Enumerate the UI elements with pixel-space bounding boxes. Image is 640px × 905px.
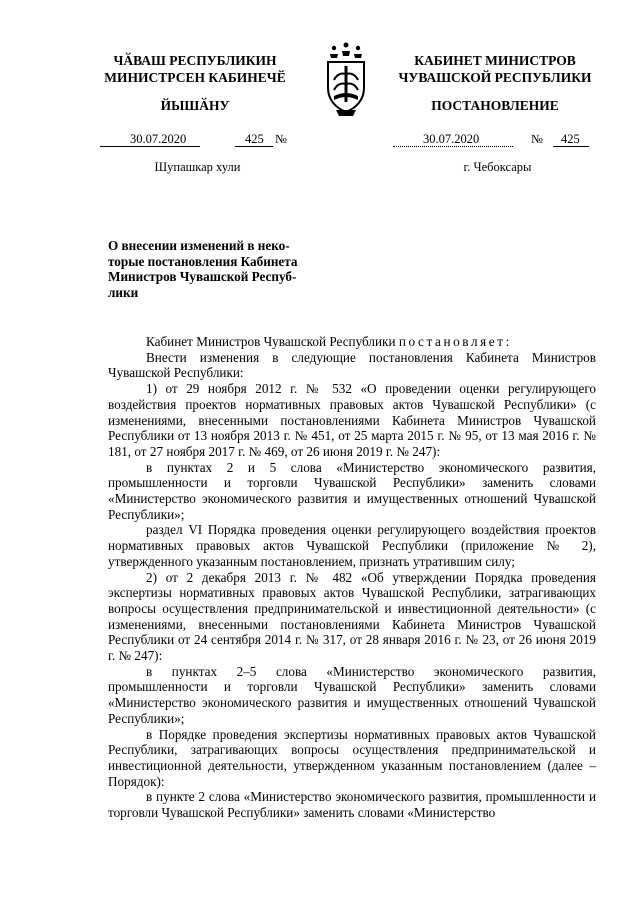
left-doc-type: ЙЫШӐНУ	[160, 98, 230, 113]
subject-line2: торые постановления Кабинета	[108, 253, 298, 269]
intro-prefix: Кабинет Министров Чувашской Республики	[146, 334, 396, 349]
right-registration	[393, 132, 593, 148]
left-org-line1: ЧӐВАШ РЕСПУБЛИКИН	[113, 53, 277, 68]
chuvashia-coat-of-arms-icon	[314, 40, 378, 120]
left-number-sign: №	[275, 132, 287, 146]
body-paragraph: в пунктах 2–5 слова «Министерство экономического развития, промышленности и торговли Чувашской Республики» заменить словами «Министерство экономического развития и имущественных отношений Чувашской Республики»;	[108, 663, 596, 726]
subject-line1: О внесении изменений в неко-	[108, 238, 290, 253]
emblem-graphic	[314, 40, 378, 120]
document-subject	[108, 238, 308, 300]
left-org-name	[90, 52, 300, 86]
right-number: 425	[561, 132, 580, 146]
subject-line4: лики	[108, 284, 139, 300]
left-date: 30.07.2020	[130, 132, 187, 146]
intro-paragraph	[108, 334, 596, 350]
body-paragraph: 1) от 29 ноября 2012 г. № 532 «О проведении оценки регулирующего воздействия проектов нормативных правовых актов Чувашской Республики» (с изменениями, внесенными постановлениями Кабинета Министров Чувашской Республики от 13 ноября 2013 г. № 451, от 25 марта 2015 г. № 95, от 13 мая 2016 г. № 181, от 27 ноября 2017 г. № 469, от 26 июня 2019 г. № 247):	[108, 381, 596, 459]
body-paragraph: Внести изменения в следующие постановления Кабинета Министров Чувашской Республики:	[108, 349, 596, 381]
body-paragraph: 2) от 2 декабря 2013 г. № 482 «Об утверждении Порядка проведения экспертизы нормативных правовых актов Чувашской Республики, затрагивающих вопросы осуществления предпринимательской и инвестиционной деятельности» (с изменениями, внесенными постановлениями Кабинета Министров Чувашской Республики от 24 сентября 2014 г. № 317, от 28 января 2016 г. № 23, от 26 июня 2019 г. № 247):	[108, 569, 596, 664]
document-body	[108, 334, 596, 821]
intro-spaced-word: постановляет:	[398, 334, 512, 349]
body-paragraph: в пунктах 2 и 5 слова «Министерство экономического развития, промышленности и торговли Чувашской Республики» заменить словами «Министерство экономического развития и имущественных отношений Чувашской Республики»;	[108, 459, 596, 522]
left-city: Шупашкар хули	[154, 160, 241, 174]
right-city: г. Чебоксары	[463, 160, 532, 174]
left-number: 425	[245, 132, 264, 146]
right-date: 30.07.2020	[423, 132, 480, 146]
left-org-line2: МИНИСТРСЕН КАБИНЕЧӖ	[104, 70, 286, 85]
right-doc-type: ПОСТАНОВЛЕНИЕ	[431, 98, 559, 113]
subject-line3: Министров Чувашской Респуб-	[108, 269, 297, 284]
right-number-sign: №	[531, 132, 543, 146]
right-org-name	[385, 52, 605, 86]
left-registration	[100, 132, 305, 148]
body-paragraph: в пункте 2 слова «Министерство экономического развития, промышленности и торговли Чувашской Республики» заменить словами «Министерство	[108, 789, 596, 821]
body-paragraph: раздел VI Порядка проведения оценки регулирующего воздействия проектов нормативных правовых актов Чувашской Республики (приложение № 2), утвержденного указанным постановлением, признать утратившим силу;	[108, 522, 596, 569]
body-paragraph: в Порядке проведения экспертизы нормативных правовых актов Чувашской Республики, затрагивающих вопросы осуществления предпринимательской и инвестиционной деятельности, утвержденном указанным постановлением (далее – Порядок):	[108, 726, 596, 789]
right-org-line2: ЧУВАШСКОЙ РЕСПУБЛИКИ	[398, 70, 592, 85]
right-org-line1: КАБИНЕТ МИНИСТРОВ	[414, 53, 576, 68]
